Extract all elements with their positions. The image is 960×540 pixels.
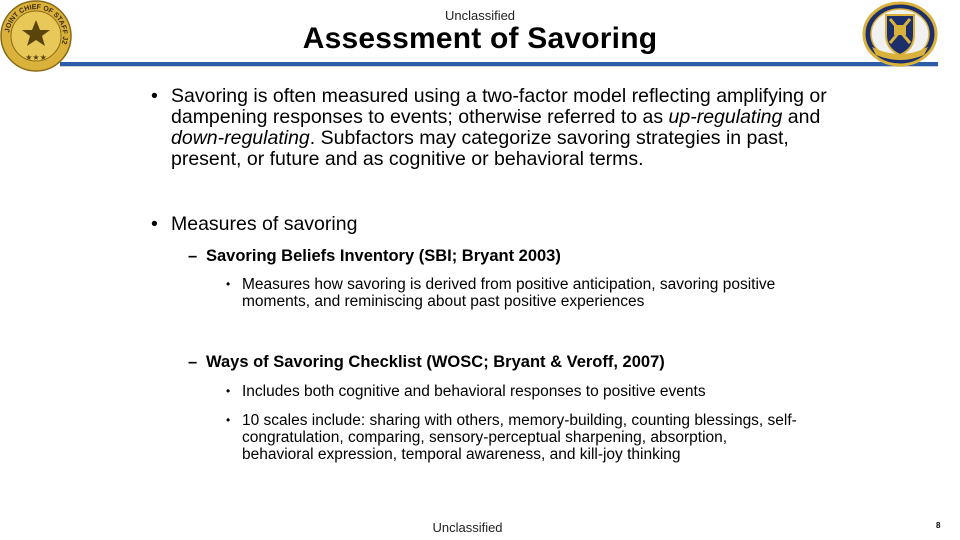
slide-body <box>148 86 838 463</box>
bullet-two-factor-model: • Savoring is often measured using a two-factor model reflecting amplifying or dampening responses to events; otherwise referred to as up-regulating and down-regulating. Subfactors may categorize savoring strategies in past, present, or future and as cognitive or behavioral terms. <box>151 85 827 170</box>
detail-wosc-scales: • 10 scales include: sharing with others, memory-building, counting blessings, self-congratulation, comparing, sensory-perceptual sharpening, absorption, behavioral expression, temporal awareness, and kill-joy thinking <box>226 412 797 463</box>
detail-wosc-responses: • Includes both cognitive and behavioral responses to positive events <box>226 383 706 400</box>
academy-crest-icon <box>862 1 938 67</box>
classification-banner-top: Unclassified <box>444 8 516 23</box>
bullet-dot: • <box>151 85 158 107</box>
title-rule-shadow <box>60 66 938 67</box>
detail-sbi-measures: • Measures how savoring is derived from positive anticipation, savoring positive moments, and reminiscing about past positive experiences <box>226 276 776 310</box>
svg-text:JOINT CHIEF OF STAFF J2: JOINT CHIEF OF STAFF J2 <box>4 3 69 45</box>
subitem-wosc: – Ways of Savoring Checklist (WOSC; Bryant & Veroff, 2007) <box>188 353 665 371</box>
page-number: 8 <box>936 521 941 530</box>
bullet-dot: • <box>151 213 158 235</box>
classification-banner-bottom: Unclassified <box>432 520 503 535</box>
subitem-sbi: – Savoring Beliefs Inventory (SBI; Bryant 2003) <box>188 247 561 265</box>
slide-title: Assessment of Savoring <box>302 22 658 55</box>
svg-text:★★★: ★★★ <box>25 53 47 62</box>
bullet-measures-of-savoring: • Measures of savoring <box>151 213 358 235</box>
